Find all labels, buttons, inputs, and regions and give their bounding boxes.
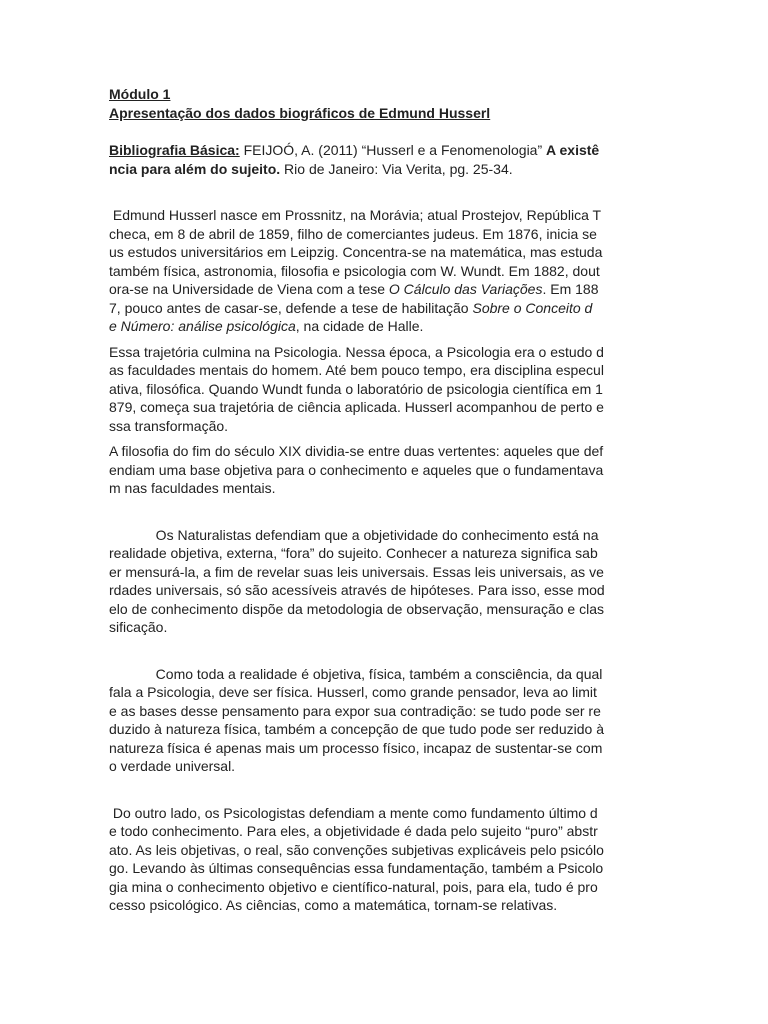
text-span: . Em 188 <box>542 281 599 297</box>
text-line: Edmund Husserl nasce em Prossnitz, na Morávia; atual Prostejov, República T <box>109 207 602 223</box>
bibliography-book-title-cont: ncia para além do sujeito. <box>109 160 281 177</box>
bibliography-reference: FEIJOÓ, A. (2011) “Husserl e a Fenomenologia” <box>239 142 547 158</box>
bibliography <box>109 141 668 178</box>
text-line <box>109 299 668 318</box>
paragraph-naturalists <box>109 526 668 637</box>
thesis-title: O Cálculo das Variações <box>388 281 543 297</box>
text-line: us estudos universitários em Leipzig. Concentra-se na matemática, mas estuda <box>109 244 603 260</box>
paragraph-psychology <box>109 343 668 436</box>
text-line: sificação. <box>109 619 168 635</box>
text-line: 879, começa sua trajetória de ciência aplicada. Husserl acompanhou de perto e <box>109 399 604 415</box>
spacer <box>109 498 668 526</box>
spacer <box>109 122 668 141</box>
text-span: 7, pouco antes de casar-se, defende a tese de habilitação <box>109 299 473 316</box>
text-line: Como toda a realidade é objetiva, física, também a consciência, da qual <box>109 665 603 682</box>
habilitation-title: Sobre o Conceito d <box>472 299 593 316</box>
text-line: ssa transformação. <box>109 417 229 434</box>
text-line: er mensurá-la, a fim de revelar suas leis universais. Essas leis universais, as ve <box>109 563 604 580</box>
paragraph-consciousness <box>109 665 668 776</box>
text-line: as faculdades mentais do homem. Até bem pouco tempo, era disciplina especul <box>109 362 604 378</box>
bibliography-publisher: Rio de Janeiro: Via Verita, pg. 25-34. <box>280 160 513 177</box>
spacer <box>109 178 668 206</box>
habilitation-title-cont: e Número: análise psicológica <box>109 318 296 334</box>
paragraph-psychologists <box>109 804 668 915</box>
document-heading <box>109 85 668 122</box>
module-title: Módulo 1 <box>109 86 171 102</box>
text-line <box>109 280 668 299</box>
text-line: cesso psicológico. As ciências, como a matemática, tornam-se relativas. <box>109 897 558 913</box>
text-line: Os Naturalistas defendiam que a objetividade do conhecimento está na <box>109 526 599 543</box>
text-line: checa, em 8 de abril de 1859, filho de comerciantes judeus. Em 1876, inicia se <box>109 225 597 242</box>
bibliography-label: Bibliografia Básica: <box>109 142 240 158</box>
text-line <box>109 317 668 336</box>
paragraph-biography <box>109 206 668 336</box>
spacer <box>109 336 668 343</box>
spacer <box>109 435 668 442</box>
text-line: e as bases desse pensamento para expor sua contradição: se tudo pode ser re <box>109 702 601 719</box>
text-line: duzido à natureza física, também a concepção de que tudo pode ser reduzido à <box>109 721 604 737</box>
paragraph-philosophy <box>109 442 668 498</box>
text-line: e todo conhecimento. Para eles, a objetividade é dada pelo sujeito “puro” abstr <box>109 823 598 839</box>
text-line: também física, astronomia, filosofia e psicologia com W. Wundt. Em 1882, dout <box>109 262 600 279</box>
spacer <box>109 776 668 804</box>
bibliography-line-2 <box>109 160 668 179</box>
text-line: ativa, filosófica. Quando Wundt funda o laboratório de psicologia científica em 1 <box>109 380 603 397</box>
text-line: ato. As leis objetivas, o real, são convenções subjetivas explicáveis pelo psicólo <box>109 841 604 858</box>
text-span: ora-se na Universidade de Viena com a tese <box>109 281 389 297</box>
text-line: gia mina o conhecimento objetivo e científico-natural, pois, para ela, tudo é pro <box>109 878 598 895</box>
text-line: realidade objetiva, externa, “fora” do sujeito. Conhecer a natureza significa sab <box>109 545 598 561</box>
bibliography-book-title: A existê <box>546 142 600 158</box>
text-line: Essa trajetória culmina na Psicologia. Nessa época, a Psicologia era o estudo d <box>109 343 604 360</box>
text-line: elo de conhecimento dispõe da metodologia de observação, mensuração e clas <box>109 600 604 617</box>
text-line: rdades universais, só são acessíveis através de hipóteses. Para isso, esse mod <box>109 582 605 598</box>
text-line: m nas faculdades mentais. <box>109 480 276 496</box>
module-subtitle: Apresentação dos dados biográficos de Edmund Husserl <box>109 104 491 121</box>
text-line: A filosofia do fim do século XIX dividia-se entre duas vertentes: aqueles que def <box>109 443 604 459</box>
text-line: natureza física é apenas mais um processo físico, incapaz de sustentar-se com <box>109 739 603 756</box>
text-line: Do outro lado, os Psicologistas defendiam a mente como fundamento último d <box>109 804 598 821</box>
text-line: fala a Psicologia, deve ser física. Husserl, como grande pensador, leva ao limit <box>109 684 597 700</box>
text-line: endiam uma base objetiva para o conhecimento e aqueles que o fundamentava <box>109 461 604 478</box>
text-line: go. Levando às últimas consequências essa fundamentação, também a Psicolo <box>109 860 604 876</box>
text-span: , na cidade de Halle. <box>295 318 424 334</box>
spacer <box>109 637 668 665</box>
bibliography-line-1 <box>109 141 668 160</box>
text-line: o verdade universal. <box>109 758 236 774</box>
